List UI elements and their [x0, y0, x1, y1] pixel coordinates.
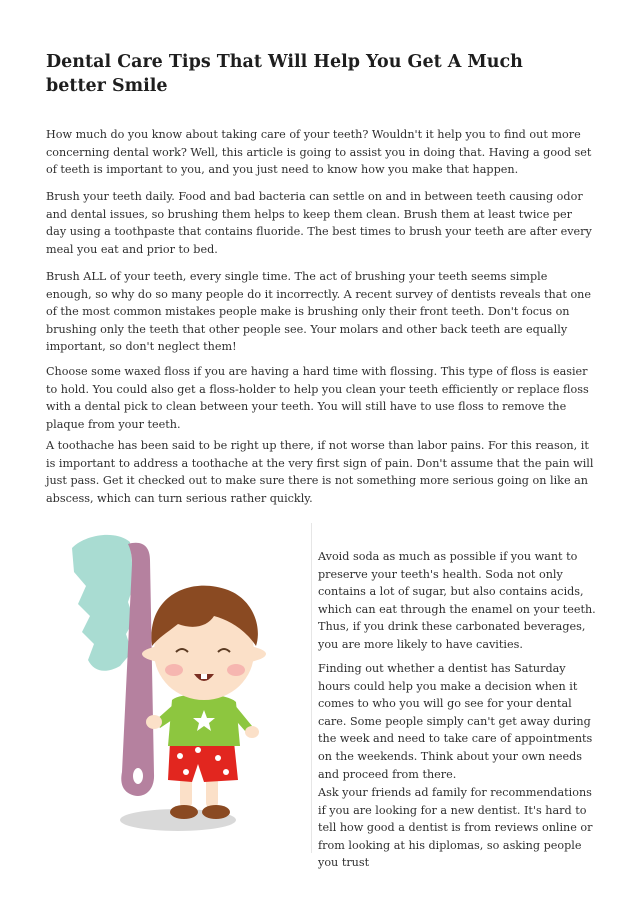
right-hand: [245, 726, 259, 738]
left-cheek: [165, 664, 183, 676]
boy-with-toothbrush-illustration: [58, 524, 298, 836]
paragraph-ask-friends: Ask your friends ad family for recommendations if you are looking for a new dentist. It's hard to tell how good a dentist is from reviews online or from looking at his diplomas, so asking people you trust: [318, 786, 593, 870]
shorts: [168, 742, 238, 782]
left-shoe: [170, 805, 198, 819]
page-title: Dental Care Tips That Will Help You Get A Much better Smile: [46, 52, 523, 96]
illustration-svg: [58, 524, 298, 836]
right-cheek: [227, 664, 245, 676]
left-hand: [146, 715, 162, 729]
paragraph-intro: How much do you know about taking care of your teeth? Wouldn't it help you to find out more concerning dental work? Well, this article is going to assist you in doing that. Having a good set of teeth is important to you, and you just need to know how you make that happen.: [46, 128, 592, 177]
paragraph-brush-all: Brush ALL of your teeth, every single time. The act of brushing your teeth seems simple enough, so why do so many people do it incorrectly. A recent survey of dentists reveals that one of the most common mistakes people make is brushing only their front teeth. Don't focus on brushing only the teeth that other people see. Your molars and other back teeth are equally important, so don't neglect them!: [46, 270, 592, 354]
right-shoe: [202, 805, 230, 819]
handle-hole: [133, 768, 143, 784]
paragraph-waxed-floss: Choose some waxed floss if you are having a hard time with flossing. This type of floss is easier to hold. You could also get a floss-holder to help you clean your teeth efficiently or replace floss with a dental pick to clean between your teeth. You will still have to use floss to remove the plaque from your teeth.: [46, 365, 589, 431]
paragraph-toothache: A toothache has been said to be right up there, if not worse than labor pains. For this reason, it is important to address a toothache at the very first sign of pain. Don't assume that the pain will just pass. Get it checked out to make sure there is not something more serious going on like an abscess, which can turn serious rather quickly.: [46, 439, 594, 505]
paragraph-avoid-soda: Avoid soda as much as possible if you want to preserve your teeth's health. Soda not only contains a lot of sugar, but also contains acids, which can eat through the enamel on your teeth. Thus, if you drink these carbonated beverages, you are more likely to have cavities.: [318, 550, 596, 651]
tooth: [201, 674, 207, 679]
paragraph-brush-daily: Brush your teeth daily. Food and bad bacteria can settle on and in between teeth causing odor and dental issues, so brushing them helps to keep them clean. Brush them at least twice per day using a toothpaste that contains fluoride. The best times to brush your teeth are after every meal you eat and prior to bed.: [46, 190, 592, 256]
paragraph-saturday-hours: Finding out whether a dentist has Saturday hours could help you make a decision when it comes to who you will go see for your dental care. Some people simply can't get away during the week and need to take care of appointments on the weekends. Think about your own needs and proceed from there.: [318, 662, 593, 781]
toothbrush-bristles: [72, 535, 134, 671]
column-divider: [311, 523, 312, 853]
